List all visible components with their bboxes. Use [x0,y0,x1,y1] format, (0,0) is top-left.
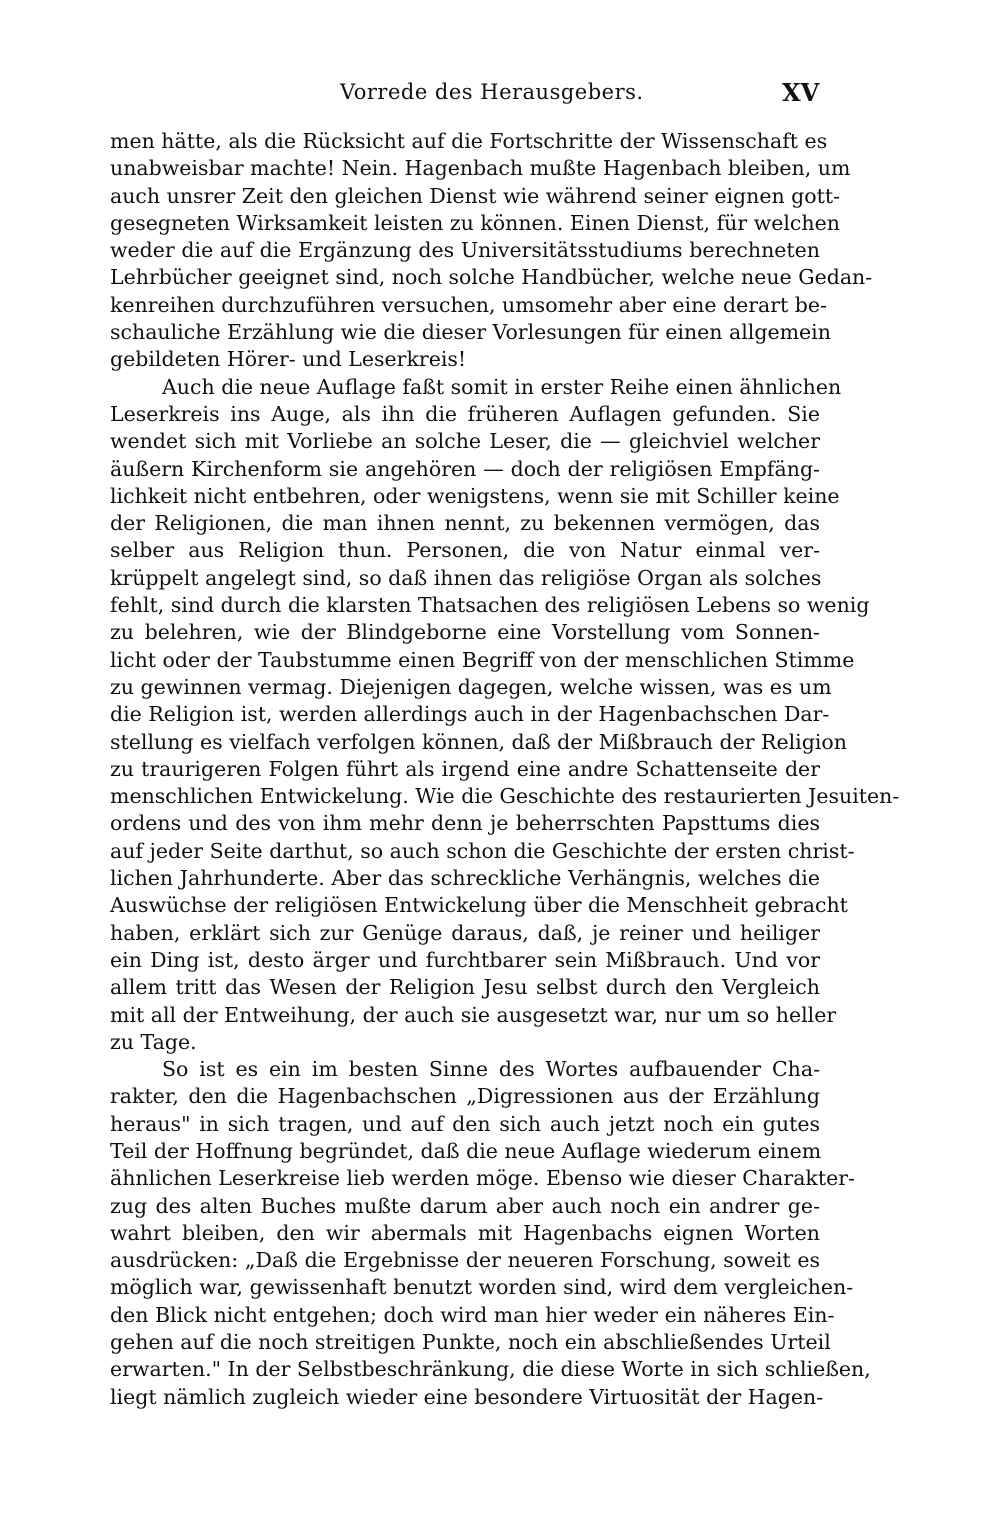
text-line: So ist es ein im besten Sinne des Wortes aufbauender Cha- [162,1057,820,1082]
text-line: zug des alten Buches mußte darum aber auch noch ein andrer ge- [110,1193,820,1218]
text-line: licht oder der Taubstumme einen Begriff von der menschlichen Stimme [110,647,855,672]
text-line: äußern Kirchenform sie angehören — doch der religiösen Empfäng- [110,456,820,481]
page-number: XV [782,78,820,107]
text-line: unabweisbar machte! Nein. Hagenbach mußte Hagenbach bleiben, um [110,156,851,181]
text-line: stellung es vielfach verfolgen können, daß der Mißbrauch der Religion [110,729,847,754]
text-line: allem tritt das Wesen der Religion Jesu selbst durch den Vergleich [110,975,820,1000]
text-line: den Blick nicht entgehen; doch wird man hier weder ein näheres Ein- [110,1302,835,1327]
text-line: wahrt bleiben, den wir abermals mit Hagenbachs eignen Worten [110,1220,820,1245]
text-line: wendet sich mit Vorliebe an solche Leser, die — gleichviel welcher [110,429,820,454]
text-line: zu Tage. [110,1029,197,1054]
text-line: krüppelt angelegt sind, so daß ihnen das religiöse Organ als solches [110,565,822,590]
text-line: Leserkreis ins Auge, als ihn die früheren Auflagen gefunden. Sie [110,401,820,426]
text-line: gebildeten Hörer- und Leserkreis! [110,347,467,372]
text-line: ein Ding ist, desto ärger und furchtbarer sein Mißbrauch. Und vor [110,947,820,972]
text-line: fehlt, sind durch die klarsten Thatsachen des religiösen Lebens so wenig [110,593,870,618]
text-line: gesegneten Wirksamkeit leisten zu können. Einen Dienst, für welchen [110,210,840,235]
text-line: der Religionen, die man ihnen nennt, zu bekennen vermögen, das [110,511,820,536]
text-line: rakter, den die Hagenbachschen „Digressionen aus der Erzählung [110,1084,820,1109]
text-line: erwarten." In der Selbstbeschränkung, die diese Worte in sich schließen, [110,1357,871,1382]
text-line: men hätte, als die Rücksicht auf die Fortschritte der Wissenschaft es [110,129,828,153]
text-line: weder die auf die Ergänzung des Universitätsstudiums berechneten [110,238,820,263]
body-text [110,128,900,1411]
text-line: schauliche Erzählung wie die dieser Vorlesungen für einen allgemein [110,320,831,345]
text-line: Teil der Hoffnung begründet, daß die neue Auflage wiederum einem [110,1138,822,1163]
text-line: auf jeder Seite darthut, so auch schon die Geschichte der ersten christ- [110,838,855,863]
text-line: lichen Jahrhunderte. Aber das schreckliche Verhängnis, welches die [110,866,820,891]
text-line: mit all der Entweihung, der auch sie ausgesetzt war, nur um so heller [110,1002,837,1027]
text-line: ordens und des von ihm mehr denn je beherrschten Papsttums dies [110,811,820,836]
text-line: lichkeit nicht entbehren, oder wenigstens, wenn sie mit Schiller keine [110,483,840,508]
text-line: menschlichen Entwickelung. Wie die Geschichte des restaurierten Jesuiten- [110,784,900,809]
text-line: liegt nämlich zugleich wieder eine besondere Virtuosität der Hagen- [110,1384,824,1409]
text-line: zu traurigeren Folgen führt als irgend eine andre Schattenseite der [110,756,820,781]
text-line: auch unsrer Zeit den gleichen Dienst wie während seiner eignen gott- [110,183,841,208]
text-line: möglich war, gewissenhaft benutzt worden sind, wird dem vergleichen- [110,1275,854,1300]
running-head: Vorrede des Herausgebers. [340,80,644,104]
text-line: zu gewinnen vermag. Diejenigen dagegen, welche wissen, was es um [110,674,832,699]
text-line: Lehrbücher geeignet sind, noch solche Handbücher, welche neue Gedan- [110,265,873,290]
text-line: gehen auf die noch streitigen Punkte, noch ein abschließendes Urteil [110,1330,831,1355]
text-line: haben, erklärt sich zur Genüge daraus, daß, je reiner und heiliger [110,920,820,945]
text-line: heraus" in sich tragen, und auf den sich auch jetzt noch ein gutes [110,1111,820,1136]
text-line: kenreihen durchzuführen versuchen, umsomehr aber eine derart be- [110,292,827,317]
text-line: ausdrücken: „Daß die Ergebnisse der neueren Forschung, soweit es [110,1248,820,1273]
text-line: selber aus Religion thun. Personen, die von Natur einmal ver- [110,538,820,563]
text-line: die Religion ist, werden allerdings auch in der Hagenbachschen Dar- [110,702,830,727]
text-line: Auswüchse der religiösen Entwickelung über die Menschheit gebracht [110,893,848,918]
text-line: Auch die neue Auflage faßt somit in erster Reihe einen ähnlichen [162,374,842,399]
text-line: zu belehren, wie der Blindgeborne eine Vorstellung vom Sonnen- [110,620,820,645]
text-line: ähnlichen Leserkreise lieb werden möge. Ebenso wie dieser Charakter- [110,1166,855,1191]
